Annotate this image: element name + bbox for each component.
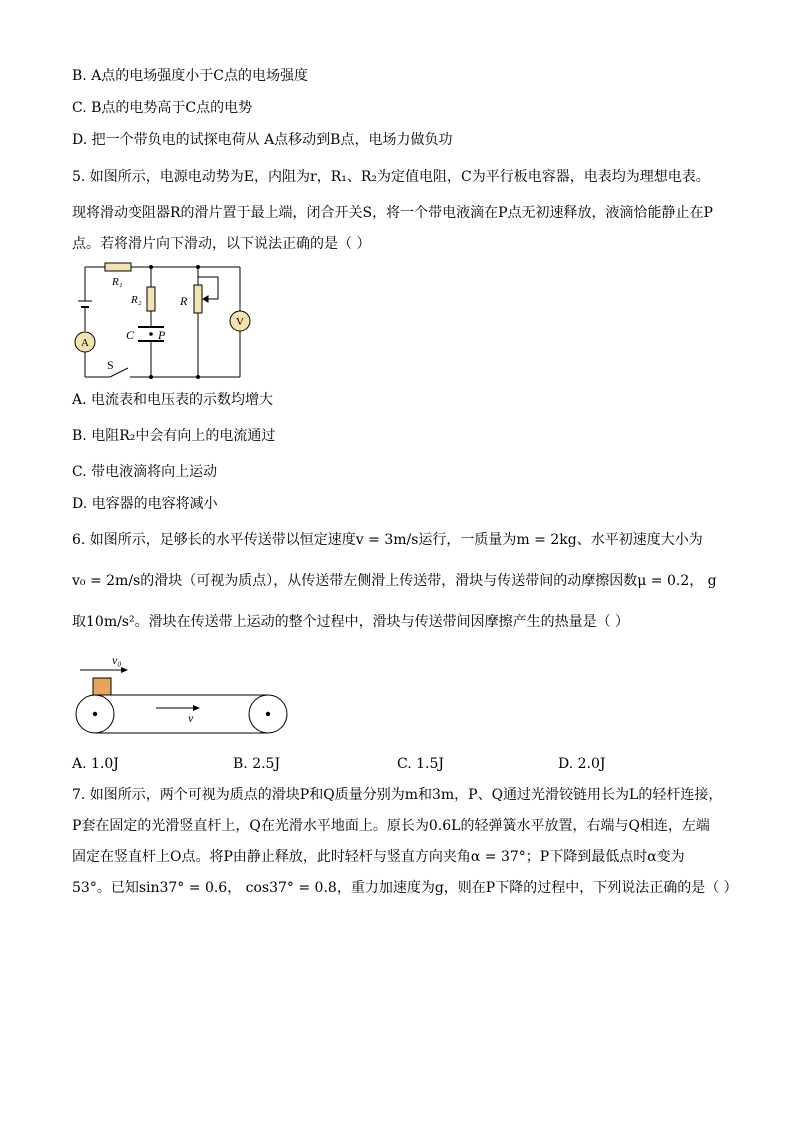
q4-option-b: B. A点的电场强度小于C点的电场强度: [72, 68, 309, 84]
q6-option-b: B. 2.5J: [233, 756, 281, 772]
label-r: R: [180, 294, 188, 308]
label-switch: S: [107, 358, 114, 372]
q6-stem-line1: 6. 如图所示，足够长的水平传送带以恒定速度v = 3m/s运行，一质量为m = 2kg、水平初速度大小为: [72, 532, 703, 548]
label-voltmeter: V: [236, 316, 244, 328]
q5-circuit-diagram: [70, 255, 260, 385]
q7-stem-line4: 53°。已知sin37° = 0.6， cos37° = 0.8，重力加速度为g，则在P下降的过程中，下列说法正确的是（ ）: [72, 880, 738, 896]
q5-stem-line2: 现将滑动变阻器R的滑片置于最上端，闭合开关S，将一个带电液滴在P点无初速释放，液滴恰能静止在P: [72, 205, 713, 221]
q6-conveyor-diagram: [70, 648, 295, 743]
q4-option-c: C. B点的电势高于C点的电势: [72, 100, 253, 116]
q6-option-a: A. 1.0J: [72, 756, 119, 772]
q5-option-b: B. 电阻R₂中会有向上的电流通过: [72, 428, 276, 444]
droplet-p-dot: [149, 332, 153, 336]
label-v: v: [188, 711, 194, 725]
q6-option-c: C. 1.5J: [397, 756, 444, 772]
label-v0: v₀: [112, 653, 122, 667]
slider-block: [93, 678, 111, 695]
q5-option-a: A. 电流表和电压表的示数均增大: [72, 392, 274, 408]
label-r2: R₂: [131, 294, 142, 306]
q5-stem-line3: 点。若将滑片向下滑动，以下说法正确的是（ ）: [72, 236, 371, 252]
q6-stem-line2: v₀ = 2m/s的滑块（可视为质点），从传送带左侧滑上传送带，滑块与传送带间的动摩擦因数μ = 0.2， g: [72, 573, 717, 589]
q5-stem-line1: 5. 如图所示，电源电动势为E，内阻为r，R₁、R₂为定值电阻，C为平行板电容器，电表均为理想电表。: [72, 169, 710, 185]
q6-stem-line3: 取10m/s²。滑块在传送带上运动的整个过程中，滑块与传送带间因摩擦产生的热量是（ ）: [72, 614, 630, 630]
label-ammeter: A: [81, 337, 89, 349]
label-p: P: [158, 328, 166, 342]
q5-option-c: C. 带电液滴将向上运动: [72, 464, 218, 480]
q6-option-d: D. 2.0J: [558, 756, 606, 772]
label-r1: R₁: [112, 276, 123, 288]
label-c: C: [126, 328, 135, 342]
q5-option-d: D. 电容器的电容将减小: [72, 496, 218, 512]
q7-stem-line3: 固定在竖直杆上O点。将P由静止释放，此时轻杆与竖直方向夹角α = 37°；P下降到最低点时α变为: [72, 849, 685, 865]
q4-option-d: D. 把一个带负电的试探电荷从 A点移动到B点，电场力做负功: [72, 132, 453, 148]
q7-stem-line1: 7. 如图所示，两个可视为质点的滑块P和Q质量分别为m和3m，P、Q通过光滑铰链用长为L的轻杆连接，: [72, 787, 723, 803]
q7-stem-line2: P套在固定的光滑竖直杆上，Q在光滑水平地面上。原长为0.6L的轻弹簧水平放置，右端与Q相连，左端: [72, 818, 710, 834]
